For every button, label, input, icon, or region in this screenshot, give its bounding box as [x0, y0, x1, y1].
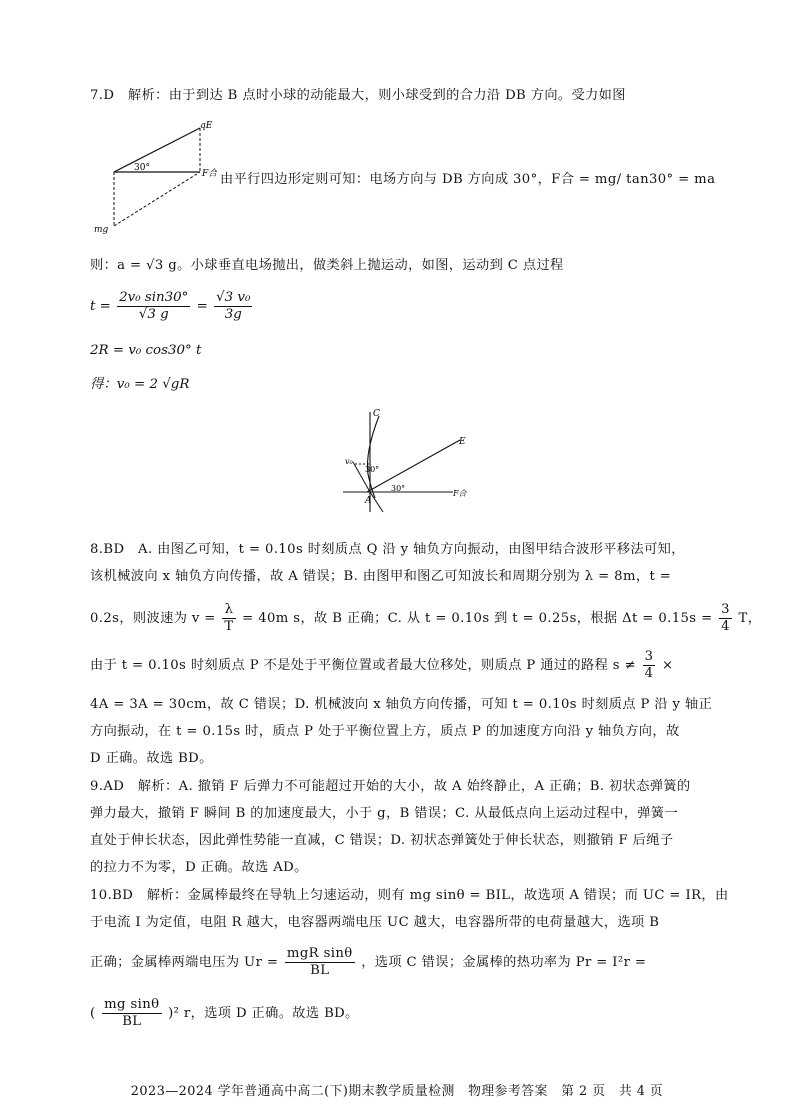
label-F: F合 — [202, 169, 217, 179]
q8-line-5: 4A = 3A = 30cm，故 C 错误；D. 机械波向 x 轴负方向传播，可知 t = 0.10s 时刻质点 P 沿 y 轴正 — [90, 697, 713, 712]
q8-l3-num: λ — [222, 602, 235, 619]
q10-l3-a: 正确；金属棒两端电压为 Ur = — [90, 955, 279, 970]
eq-t-den1: √3 g — [138, 307, 169, 322]
q10-l3-b: ，选项 C 错误；金属棒的热功率为 Pr = I²r = — [361, 955, 647, 970]
q10-line-3 — [90, 946, 646, 979]
q10-line-4 — [90, 997, 359, 1030]
eq-t-num1: 2v₀ sin30° — [119, 290, 189, 305]
q10-l4-den: BL — [122, 1014, 142, 1029]
q10-line-2: 于电流 I 为定值，电阻 R 越大，电容器两端电压 UC 越大，电容器所带的电荷量越大，选项 B — [90, 915, 660, 930]
q8-l3-c: T， — [738, 611, 762, 626]
q8-line-7: D 正确。故选 BD。 — [90, 751, 213, 766]
q7-line-2: 由平行四边形定则可知：电场方向与 DB 方向成 30°，F合 = mg/ tan30° = ma — [220, 172, 716, 187]
eq-t-equals: = — [196, 299, 208, 314]
q10-l3-num: mgR sinθ — [286, 946, 353, 961]
label-30: 30° — [134, 163, 150, 173]
q10-l4-open: ( — [90, 1006, 96, 1021]
dashed-diagonal — [114, 172, 200, 226]
q8-l3-b: = 40m s，故 B 正确；C. 从 t = 0.10s 到 t = 0.25s，根据 Δt = 0.15s = — [242, 611, 713, 626]
label-30-a: 30° — [365, 465, 380, 474]
label-C: C — [373, 409, 380, 419]
q10-l3-den: BL — [310, 963, 330, 978]
q8-line-3 — [90, 602, 761, 635]
label-A: A — [365, 496, 372, 506]
q8-l3-den: T — [224, 619, 234, 634]
q9-line-3: 直处于伸长状态，因此弹性势能一直减，C 错误；D. 初状态弹簧处于伸长状态，则撤销 F 后绳子 — [90, 833, 674, 848]
lower-tangent — [370, 492, 383, 512]
q7-line-1: 7.D 解析：由于到达 B 点时小球的动能最大，则小球受到的合力沿 DB 方向。受力如图 — [90, 88, 626, 103]
label-v0: v₀ — [345, 457, 353, 466]
q8-l4-den: 4 — [644, 666, 654, 681]
q8-l4-b: × — [661, 658, 674, 673]
eq-t-lhs: t = — [90, 299, 111, 314]
q9-line-1: 9.AD 解析：A. 撤销 F 后弹力不可能超过开始的大小，故 A 始终静止，A 正确；B. 初状态弹簧的 — [90, 779, 691, 794]
label-mg: mg — [94, 225, 109, 235]
field-e-line — [367, 440, 460, 492]
force-diagram — [92, 114, 217, 236]
label-qE: qE — [200, 121, 213, 131]
label-30-b: 30° — [391, 484, 406, 493]
label-E: E — [459, 437, 466, 447]
label-F2: F合 — [453, 489, 467, 498]
q10-l4-b: )² r，选项 D 正确。故选 BD。 — [168, 1006, 359, 1021]
q8-l3-a: 0.2s，则波速为 v = — [90, 611, 216, 626]
q9-line-2: 弹力最大，撤销 F 瞬间 B 的加速度最大，小于 g，B 错误；C. 从最低点向上运动过程中，弹簧一 — [90, 806, 679, 821]
q10-l4-num: mg sinθ — [104, 997, 160, 1012]
q7-eq-t — [90, 290, 254, 323]
q8-line-6: 方向振动，在 t = 0.15s 时，质点 P 处于平衡位置上方，质点 P 的加速度方向沿 y 轴负方向，故 — [90, 724, 680, 739]
q7-eq-2: 2R = v₀ cos30° t — [90, 343, 202, 358]
q9-line-4: 的拉力不为零，D 正确。故选 AD。 — [90, 860, 308, 875]
q8-l4-a: 由于 t = 0.10s 时刻质点 P 不是处于平衡位置或者最大位移处，则质点 P 通过的路程 s ≠ — [90, 658, 636, 673]
q8-line-1: 8.BD A. 由图乙可知，t = 0.10s 时刻质点 Q 沿 y 轴负方向振动，由图甲结合波形平移法可知， — [90, 542, 685, 557]
q7-eq-3: 得：v₀ = 2 √gR — [90, 377, 190, 392]
trajectory-diagram — [335, 402, 475, 524]
eq-t-num2: √3 v₀ — [216, 290, 251, 305]
q8-l3-den2: 4 — [721, 619, 730, 634]
page-footer: 2023—2024 学年普通高中高二(下)期末教学质量检测 物理参考答案 第 2 页 共 4 页 — [130, 1084, 664, 1099]
q8-line-4 — [90, 649, 673, 682]
q8-line-2: 该机械波向 x 轴负方向传播，故 A 错误；B. 由图甲和图乙可知波长和周期分别为 λ = 8m，t = — [90, 569, 672, 584]
qe-line — [114, 128, 200, 172]
q10-line-1: 10.BD 解析：金属棒最终在导轨上匀速运动，则有 mg sinθ = BIL，故选项 A 错误；而 UC = IR，由 — [90, 888, 729, 903]
q8-l4-num: 3 — [644, 649, 654, 664]
eq-t-den2: 3g — [224, 307, 242, 322]
q8-l3-num2: 3 — [721, 602, 730, 617]
q7-line-3: 则：a = √3 g。小球垂直电场抛出，做类斜上抛运动，如图，运动到 C 点过程 — [90, 258, 564, 273]
